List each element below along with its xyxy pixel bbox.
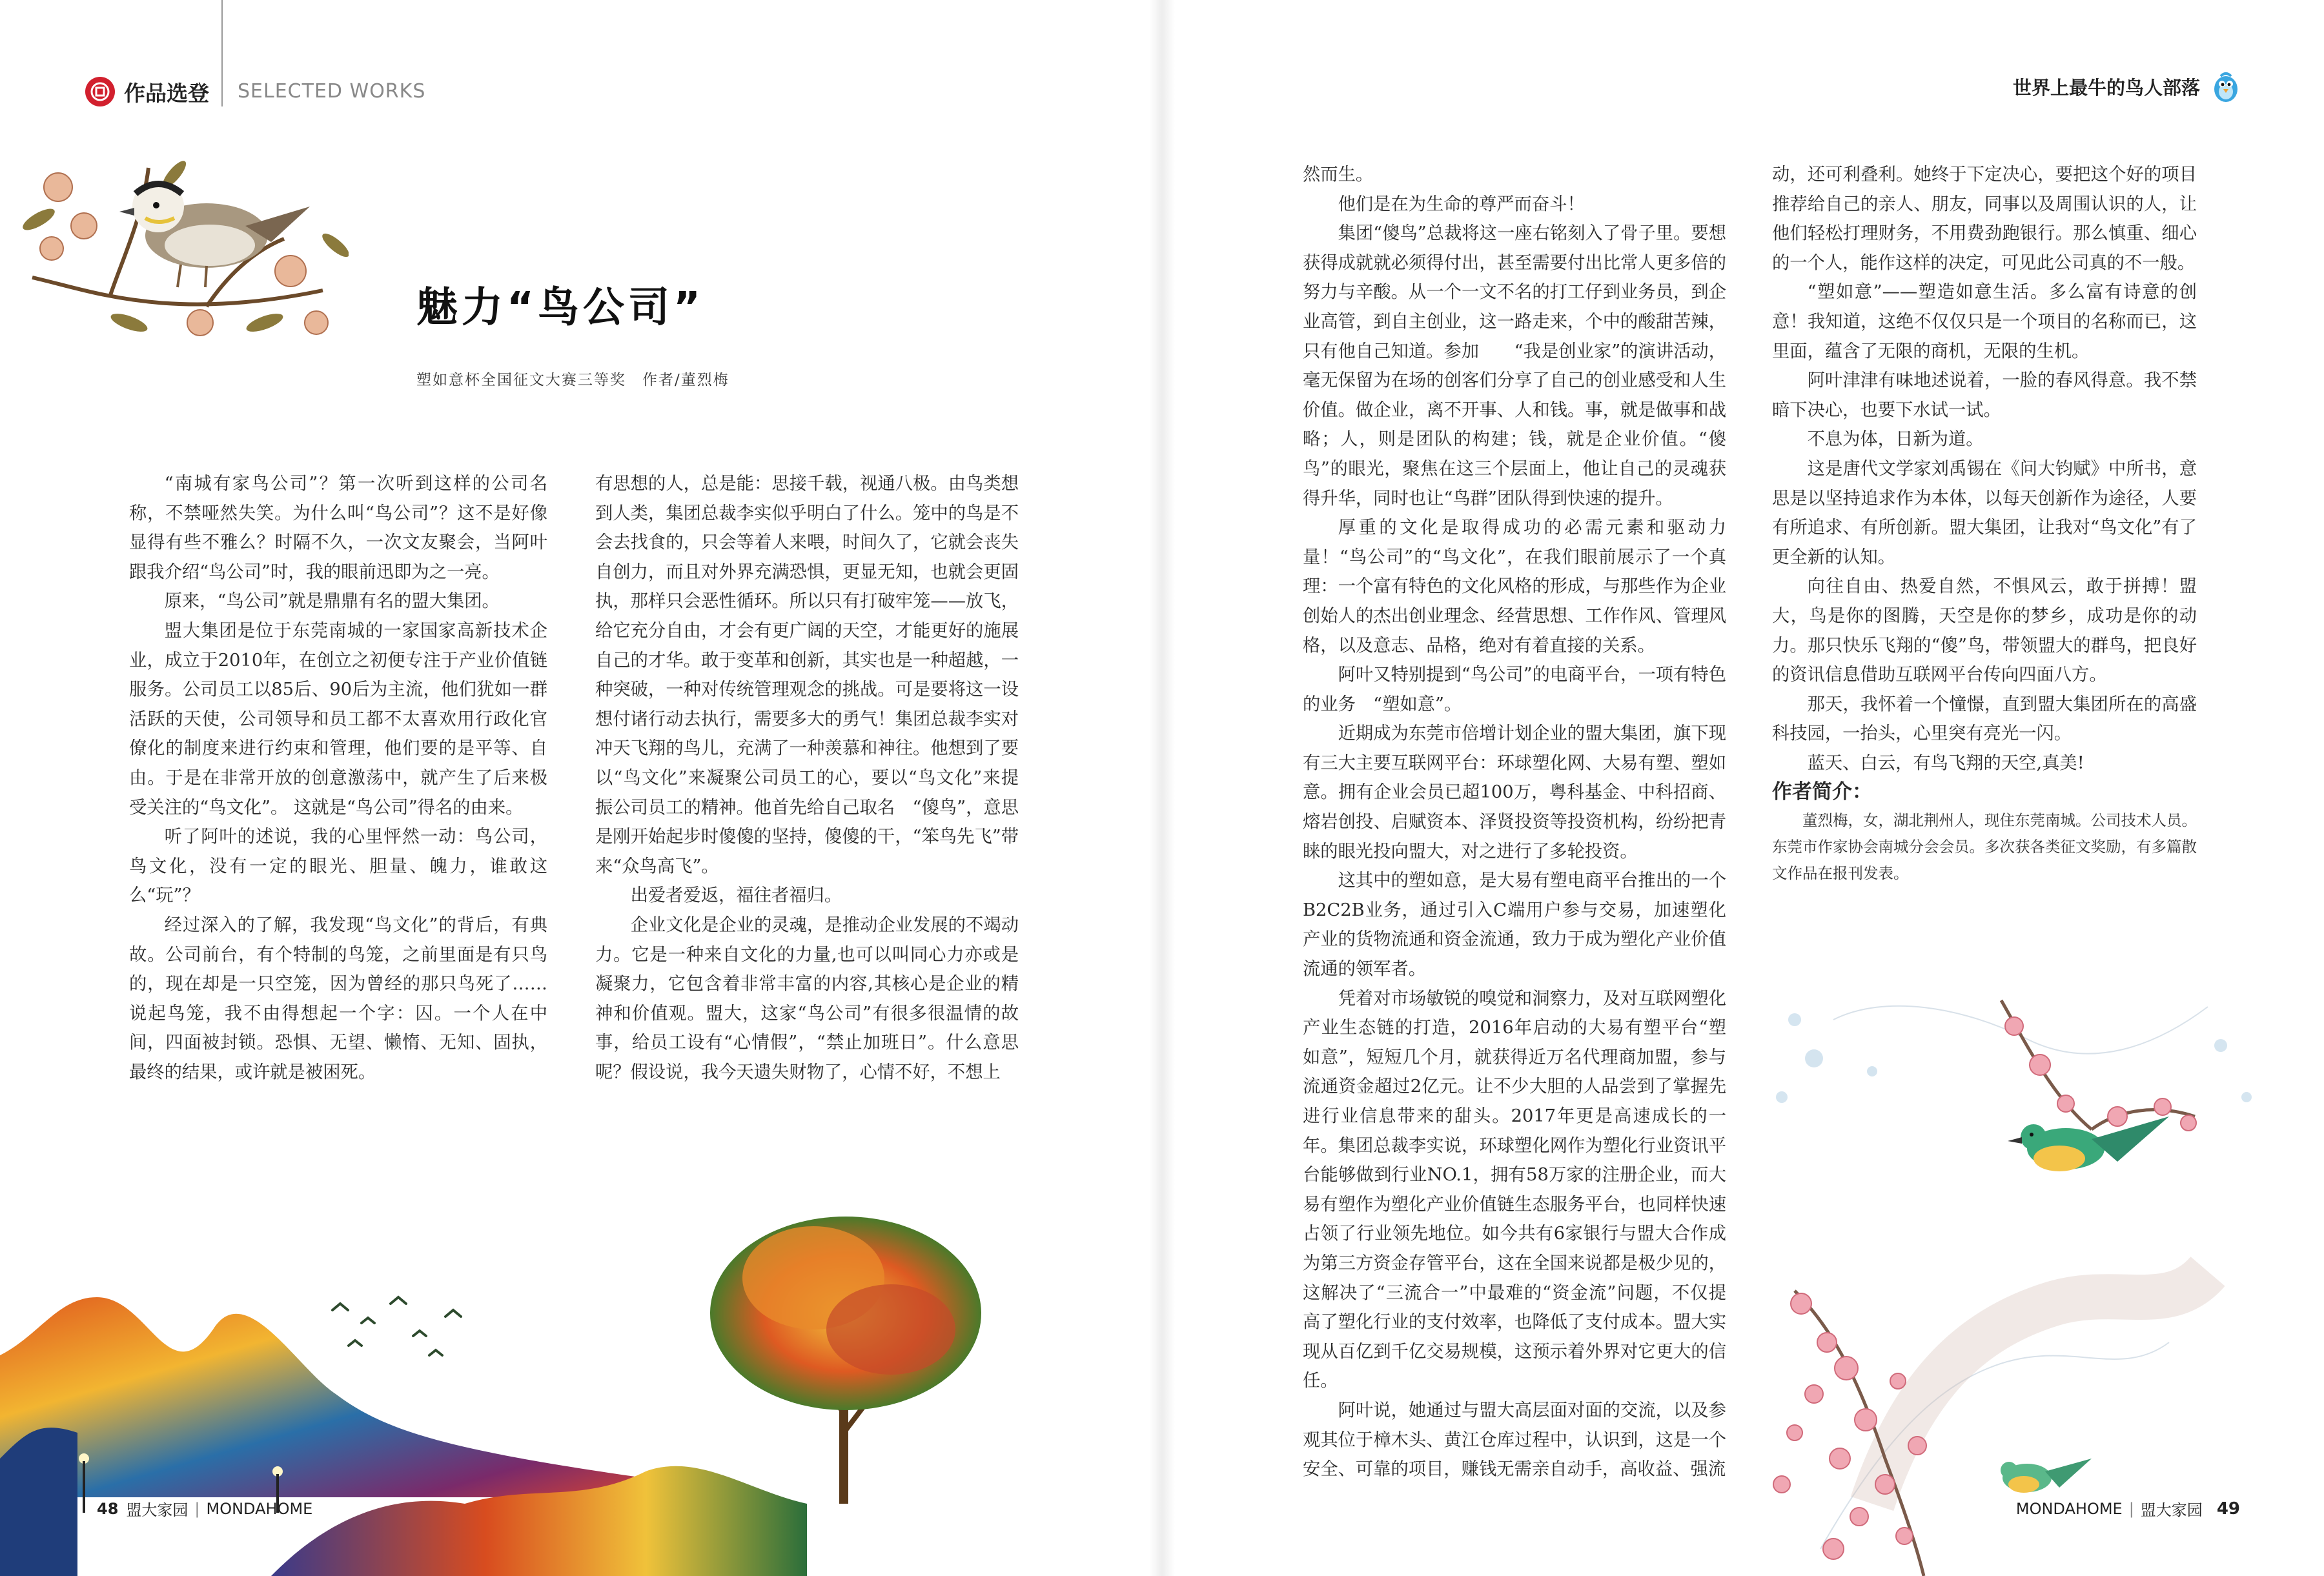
right-page [1162, 0, 2324, 1576]
page-number: 48 [97, 1499, 119, 1518]
paragraph: 经过深入的了解，我发现“鸟文化”的背后，有典故。公司前台，有个特制的鸟笼，之前里面是有只鸟的，现在却是一只空笼，因为曾经的那只鸟死了……说起鸟笼，我不由得想起一个字：囚。一个人在中间，四面被封锁。恐惧、无望、懒惰、无知、固执，最终的结果，或许就是被困死。 [129, 914, 547, 1082]
footer-brand-cn: 盟大家园 [2140, 1501, 2203, 1519]
paragraph: 这是唐代文学家刘禹锡在《问大钧赋》中所书，意思是以坚持追求作为本体，以每天创新作为途径，人要有所追求、有所创新。盟大集团，让我对“鸟文化”有了更全新的认知。 [1772, 458, 2197, 567]
paragraph: 盟大集团是位于东莞南城的一家国家高新技术企业，成立于2010年，在创立之初便专注于产业价值链服务。公司员工以85后、90后为主流，他们犹如一群活跃的天使，公司领导和员工都不太喜欢用行政化官僚化的制度来进行约束和管理，他们要的是平等、自由。于是在非常开放的创意激荡中，就产生了后来极受关注的“鸟文化”。 这就是“鸟公司”得名的由来。 [129, 620, 547, 818]
paragraph: 这其中的塑如意，是大易有塑电商平台推出的一个B2C2B业务，通过引入C端用户参与交易，加速塑化产业的货物流通和资金流通，致力于成为塑化产业价值流通的领军者。 [1303, 871, 1726, 980]
paragraph: 向往自由、热爱自然，不惧风云，敢于拼搏！盟大，鸟是你的图腾，天空是你的梦乡，成功是你的动力。那只快乐飞翔的“傻”鸟，带领盟大的群鸟，把良好的资讯信息借助互联网平台传向四面八方。 [1772, 576, 2197, 685]
paragraph: 然而生。 [1303, 165, 1374, 185]
company-logo-icon [85, 77, 115, 106]
green-bird-lower [2001, 1459, 2092, 1493]
section-label-en: SELECTED WORKS [238, 80, 426, 103]
section-label: 作品选登 [124, 80, 209, 106]
footer-left [97, 1497, 312, 1520]
paragraph: 阿叶津津有味地述说着，一脸的春风得意。我不禁暗下决心，也要下水试一试。 [1772, 370, 2197, 420]
author-bio-heading: 作者简介： [1772, 780, 1872, 804]
bird-on-branch-illustration [13, 129, 349, 349]
footer-separator: | [194, 1499, 200, 1518]
footer-brand-cn: 盟大家园 [126, 1501, 189, 1519]
blue-bird-mascot-icon [2212, 70, 2240, 103]
footer-brand-en: MONDAHOME [206, 1499, 313, 1518]
text-column-1 [129, 469, 547, 1087]
text-column-3 [1303, 160, 1726, 1484]
article-subtitle: 塑如意杯全国征文大赛三等奖 作者/董烈梅 [416, 372, 729, 389]
paragraph: 凭着对市场敏锐的嗅觉和洞察力，及对互联网塑化产业生态链的打造，2016年启动的大易有塑平台“塑如意”，短短几个月，就获得近万名代理商加盟，参与流通资金超过2亿元。让不少大胆的人品尝到了掌握先进行业信息带来的甜头。2017年更是高速成长的一年。集团总裁李实说，环球塑化网作为塑化行业资讯平台能够做到行业NO.1，拥有58万家的注册企业，而大易有塑作为塑化产业价值链生态服务平台，也同样快速占领了行业领先地位。如今共有6家银行与盟大合作成为第三方资金存管平台，这在全国来说都是极少见的，这解决了“三流合一”中最难的“资金流”问题，不仅提高了塑化行业的支付效率，也降低了支付成本。盟大实现从百亿到千亿交易规模，这预示着外界对它更大的信任。 [1303, 988, 1726, 1391]
right-header-title: 世界上最牛的鸟人部落 [2012, 76, 2200, 99]
text-column-4 [1772, 160, 2197, 887]
paragraph: 集团“傻鸟”总裁将这一座右铭刻入了骨子里。要想获得成就就必须得付出，甚至需要付出比常人更多倍的努力与辛酸。从一个一文不名的打工仔到业务员，到企业高管，到自主创业，这一路走来，个中的酸甜苦辣，只有他自己知道。参加 “我是创业家”的演讲活动，毫无保留为在场的创客们分享了自己的创业感受和人生价值。做企业，离不开事、人和钱。事，就是做事和战略；人，则是团队的构建；钱，就是企业价值。“傻鸟”的眼光，聚焦在这三个层面上，他让自己的灵魂获得升华，同时也让“鸟群”团队得到快速的提升。 [1303, 223, 1726, 509]
paragraph: “南城有家鸟公司”？第一次听到这样的公司名称，不禁哑然失笑。为什么叫“鸟公司”？这不是好像显得有些不雅么？时隔不久，一次文友聚会，当阿叶跟我介绍“鸟公司”时，我的眼前迅即为之一亮。 [129, 474, 547, 582]
paragraph: “塑如意”——塑造如意生活。多么富有诗意的创意！我知道，这绝不仅仅只是一个项目的名称而已，这里面，蕴含了无限的商机，无限的生机。 [1772, 282, 2197, 361]
footer-right [2016, 1497, 2240, 1520]
paragraph: 听了阿叶的述说，我的心里怦然一动：鸟公司，鸟文化，没有一定的眼光、胆量、魄力，谁敢这么“玩”？ [129, 827, 547, 906]
paragraph: 近期成为东莞市倍增计划企业的盟大集团，旗下现有三大主要互联网平台：环球塑化网、大易有塑、塑如意。拥有企业会员已超100万，粤科基金、中科招商、熔岩创投、启赋资本、泽贤投资等投资机构，纷纷把青睐的眼光投向盟大，对之进行了多轮投资。 [1303, 723, 1726, 862]
article-title: 魅力“鸟公司” [416, 284, 705, 332]
paragraph: 阿叶又特别提到“鸟公司”的电商平台，一项有特色的业务 “塑如意”。 [1303, 665, 1726, 714]
paragraph: 那天，我怀着一个憧憬，直到盟大集团所在的高盛科技园，一抬头，心里突有亮光一闪。 [1772, 694, 2197, 744]
paragraph: 原来，“鸟公司”就是鼎鼎有名的盟大集团。 [164, 591, 500, 612]
paragraph: 他们是在为生命的尊严而奋斗！ [1338, 194, 1585, 214]
section-header [85, 71, 209, 112]
blossom-birds-illustration [1756, 968, 2324, 1576]
paragraph: 蓝天、白云，有鸟飞翔的天空,真美! [1807, 753, 2084, 773]
paragraph: 有思想的人，总是能：思接千载，视通八极。由鸟类想到人类，集团总裁李实似乎明白了什么。笼中的鸟是不会去找食的，只会等着人来喂，时间久了，它就会丧失自创力，而且对外界充满恐惧，更显无知，也就会更固执，那样只会恶性循环。所以只有打破牢笼——放飞，给它充分自由，才会有更广阔的天空，才能更好的施展自己的才华。敢于变革和创新，其实也是一种超越，一种突破，一种对传统管理观念的挑战。可是要将这一设想付诸行动去执行，需要多大的勇气！集团总裁李实对冲天飞翔的鸟儿，充满了一种羡慕和神往。他想到了要以“鸟文化”来凝聚公司员工的心，要以“鸟文化”来提振公司员工的精神。他首先给自己取名 “傻鸟”，意思是刚开始起步时傻傻的坚持，傻傻的干，“笨鸟先飞”带来“众鸟高飞”。 [595, 474, 1019, 876]
paragraph: 企业文化是企业的灵魂，是推动企业发展的不竭动力。它是一种来自文化的力量,也可以叫同心力亦或是凝聚力，它包含着非常丰富的内容,其核心是企业的精神和价值观。盟大，这家“鸟公司”有很多很温情的故事，给员工设有“心情假”，“禁止加班日”。什么意思呢？假设说，我今天遗失财物了，心情不好，不想上 [595, 914, 1019, 1082]
spine-shadow [1149, 0, 1175, 1576]
page-number: 49 [2216, 1499, 2240, 1519]
right-header [2013, 70, 2240, 103]
paragraph: 厚重的文化是取得成功的必需元素和驱动力量！“鸟公司”的“鸟文化”，在我们眼前展示了一个真理：一个富有特色的文化风格的形成，与那些作为企业创始人的杰出创业理念、经营思想、工作作风、管理风格，以及意志、品格，绝对有着直接的关系。 [1303, 518, 1726, 656]
author-bio-text: 董烈梅，女，湖北荆州人，现住东莞南城。公司技术人员。东莞市作家协会南城分会会员。多次获各类征文奖励，有多篇散文作品在报刊发表。 [1772, 811, 2197, 883]
paragraph: 不息为体，日新为道。 [1807, 429, 1984, 450]
paragraph: 出爱者爱返，福往者福归。 [630, 885, 842, 906]
paragraph: 动，还可利叠利。她终于下定决心，要把这个好的项目推荐给自己的亲人、朋友，同事以及周围认识的人，让他们轻松打理财务，不用费劲跑银行。那么慎重、细心的一个人，能作这样的决定，可见此公司真的不一般。 [1772, 165, 2197, 273]
footer-separator: | [2128, 1499, 2134, 1518]
footer-brand-en: MONDAHOME [2015, 1499, 2123, 1518]
paragraph: 阿叶说，她通过与盟大高层面对面的交流，以及参观其位于樟木头、黄江仓库过程中，认识到，这是一个安全、可靠的项目，赚钱无需亲自动手，高收益、强流 [1303, 1400, 1726, 1480]
text-column-2 [595, 469, 1019, 1087]
header-divider [221, 0, 223, 106]
